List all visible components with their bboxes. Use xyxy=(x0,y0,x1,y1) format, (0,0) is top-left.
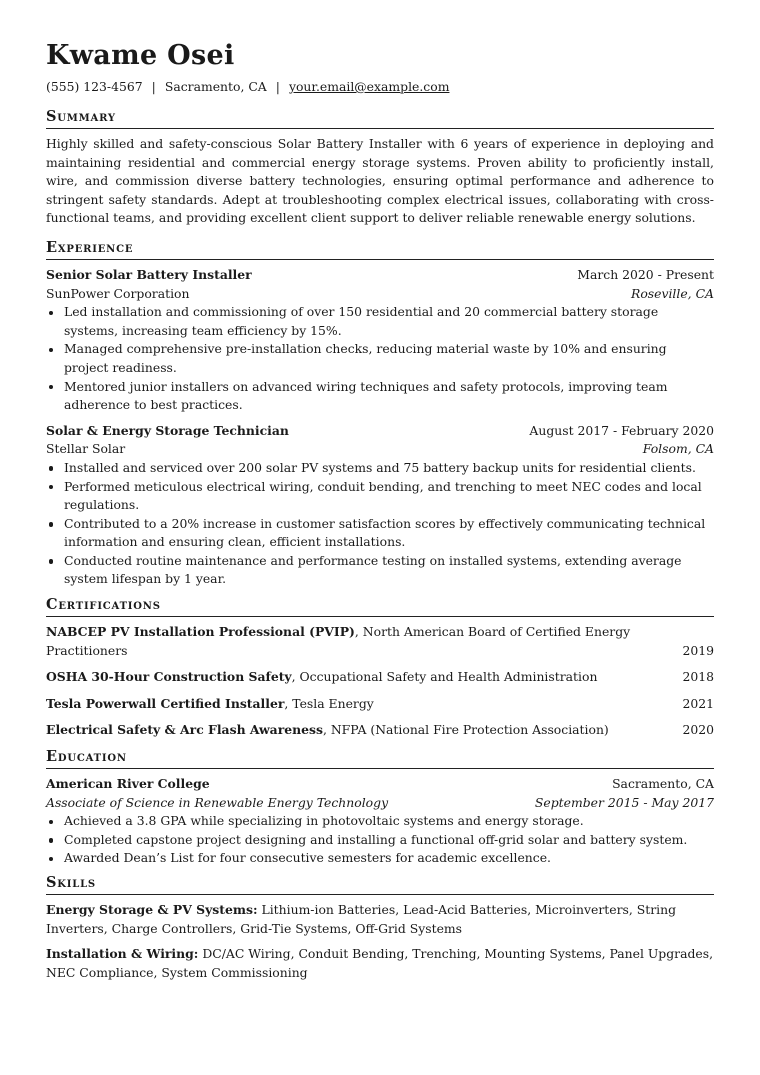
contact-separator: | xyxy=(151,79,156,94)
certification-year: 2018 xyxy=(682,669,714,685)
certification-issuer: , North American Board of Certified Energy Practitioners xyxy=(46,624,631,658)
list-item: Performed meticulous electrical wiring, conduit bending, and trenching to meet NEC codes and local regulations. xyxy=(46,478,714,515)
school-name: American River College xyxy=(46,776,210,792)
job-entry xyxy=(46,422,714,589)
certification-year: 2021 xyxy=(682,695,714,711)
list-item: Managed comprehensive pre-installation checks, reducing material waste by 10% and ensuring project readiness. xyxy=(46,340,714,377)
skill-group-items: DC/AC Wiring, Conduit Bending, Trenching, Mounting Systems, Panel Upgrades, NEC Compliance, System Commissioning xyxy=(46,946,714,980)
certifications-list xyxy=(46,623,714,740)
summary-text: Highly skilled and safety-conscious Solar Battery Installer with 6 years of experience in deploying and maintaining residential and commercial energy storage systems. Proven ability to proficiently install, wire, and commission diverse battery technologies, ensuring optimal performance and adherence to stringent safety standards. Adept at troubleshooting complex electrical issues, collaborating with cross-functional teams, and providing excellent client support to deliver reliable renewable energy solutions. xyxy=(46,136,714,226)
job-company: Stellar Solar xyxy=(46,441,126,457)
list-item: Conducted routine maintenance and performance testing on installed systems, extending average system lifespan by 1 year. xyxy=(46,552,714,589)
location: Sacramento, CA xyxy=(164,79,267,94)
list-item: Achieved a 3.8 GPA while specializing in photovoltaic systems and energy storage. xyxy=(46,812,714,831)
job-dates: August 2017 - February 2020 xyxy=(529,422,714,438)
skill-group-label: Installation & Wiring: xyxy=(46,946,199,962)
education-bullets xyxy=(46,812,714,868)
skill-group xyxy=(46,945,714,982)
certification-issuer: , NFPA (National Fire Protection Association) xyxy=(322,722,609,738)
experience-heading: Experience xyxy=(46,239,714,260)
list-item: Contributed to a 20% increase in customer satisfaction scores by effectively communicating technical information and ensuring clean, efficient installations. xyxy=(46,515,714,552)
certification-name: Electrical Safety & Arc Flash Awareness xyxy=(46,722,323,738)
job-title: Senior Solar Battery Installer xyxy=(46,266,252,282)
list-item: Awarded Dean’s List for four consecutive semesters for academic excellence. xyxy=(46,849,714,868)
certification-item xyxy=(46,623,714,660)
certification-issuer: , Tesla Energy xyxy=(284,695,374,711)
job-company: SunPower Corporation xyxy=(46,285,190,301)
skills-heading: Skills xyxy=(46,874,714,895)
resume-page xyxy=(46,40,714,989)
job-location: Folsom, CA xyxy=(642,441,714,457)
contact-line xyxy=(46,78,714,96)
school-location: Sacramento, CA xyxy=(612,776,714,792)
job-dates: March 2020 - Present xyxy=(577,266,714,282)
certification-issuer: , Occupational Safety and Health Administration xyxy=(291,669,598,685)
certification-year: 2020 xyxy=(682,722,714,738)
skill-group-items: Lithium-ion Batteries, Lead-Acid Batteries, Microinverters, String Inverters, Charge Controllers, Grid-Tie Systems, Off-Grid Systems xyxy=(46,902,677,936)
contact-separator: | xyxy=(275,79,280,94)
job-entry xyxy=(46,266,714,415)
certification-item xyxy=(46,721,714,740)
summary-heading: Summary xyxy=(46,108,714,129)
job-location: Roseville, CA xyxy=(630,285,714,301)
education-heading: Education xyxy=(46,748,714,769)
skill-group xyxy=(46,901,714,938)
certification-year: 2019 xyxy=(682,642,714,658)
certification-name: Tesla Powerwall Certified Installer xyxy=(46,695,285,711)
list-item: Mentored junior installers on advanced wiring techniques and safety protocols, improving team adherence to best practices. xyxy=(46,378,714,415)
email-link[interactable]: your.email@example.com xyxy=(288,79,450,94)
job-bullets xyxy=(46,303,714,415)
list-item: Completed capstone project designing and installing a functional off-grid solar and battery system. xyxy=(46,831,714,850)
skill-group-label: Energy Storage & PV Systems: xyxy=(46,902,258,917)
job-title: Solar & Energy Storage Technician xyxy=(46,422,289,438)
certification-name: NABCEP PV Installation Professional (PVIP) xyxy=(46,624,355,640)
list-item: Led installation and commissioning of over 150 residential and 20 commercial battery storage systems, increasing team efficiency by 15%. xyxy=(46,303,714,340)
degree: Associate of Science in Renewable Energy Technology xyxy=(46,794,389,810)
job-bullets xyxy=(46,459,714,589)
education-dates: September 2015 - May 2017 xyxy=(534,794,714,810)
list-item: Installed and serviced over 200 solar PV systems and 75 battery backup units for residential clients. xyxy=(46,459,714,478)
certifications-heading: Certifications xyxy=(46,596,714,617)
certification-name: OSHA 30-Hour Construction Safety xyxy=(46,669,292,685)
candidate-name: Kwame Osei xyxy=(46,40,235,71)
education-entry xyxy=(46,775,714,868)
phone-number: (555) 123-4567 xyxy=(46,79,143,94)
certification-item xyxy=(46,695,714,714)
certification-item xyxy=(46,668,714,687)
